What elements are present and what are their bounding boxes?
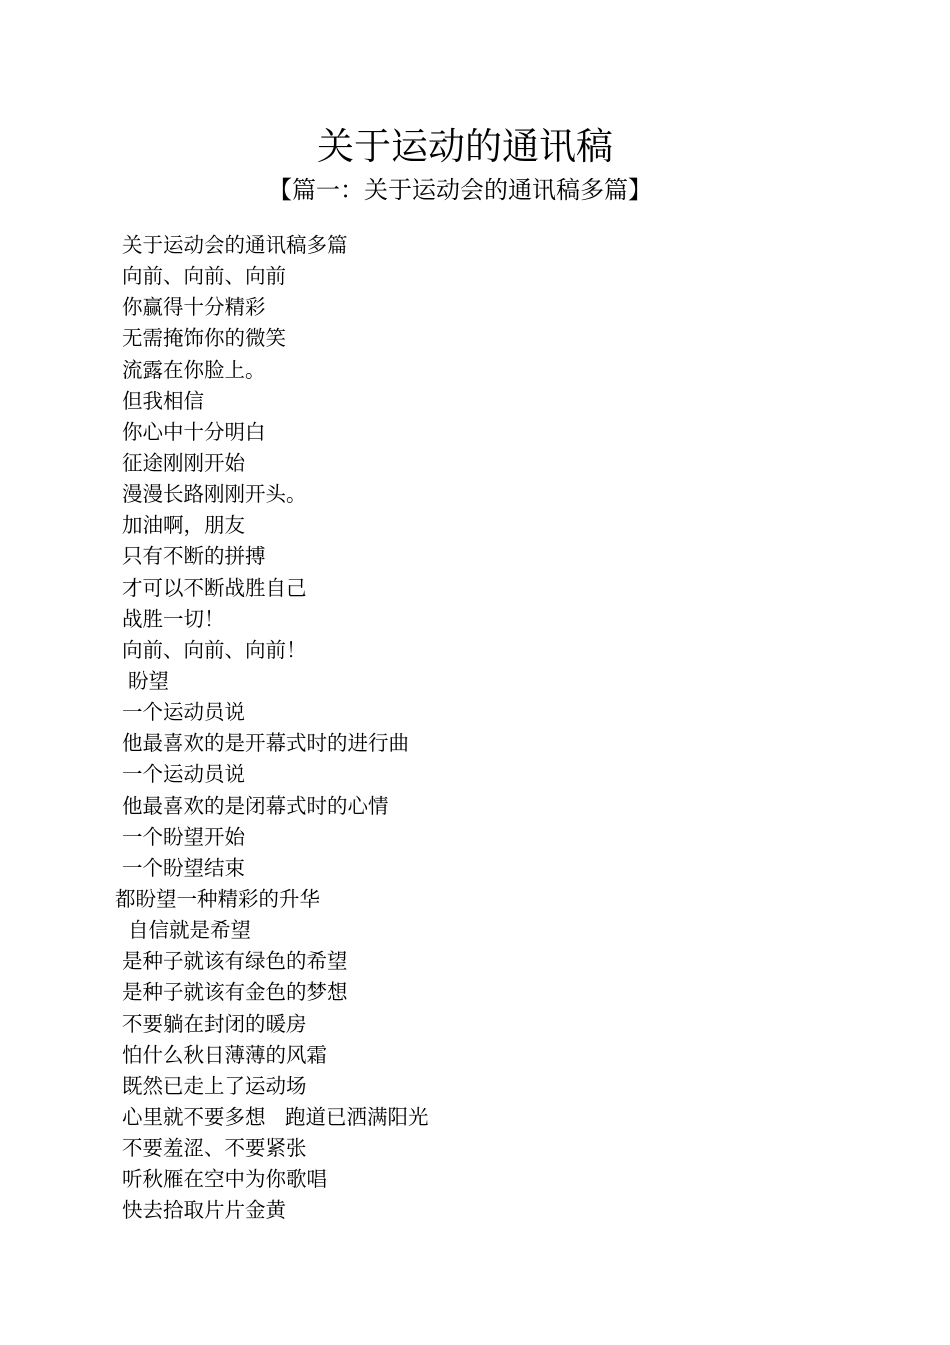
- poem-line: 漫漫长路刚刚开头。: [122, 482, 307, 507]
- poem-line: 征途刚刚开始: [122, 450, 245, 475]
- poem-line: 你赢得十分精彩: [122, 295, 266, 320]
- poem-line: 向前、向前、向前！: [122, 637, 307, 662]
- poem-line: 一个运动员说: [122, 762, 245, 787]
- poem-line: 向前、向前、向前: [122, 264, 286, 289]
- poem-line: 盼望: [128, 668, 169, 693]
- poem-line: 听秋雁在空中为你歌唱: [122, 1167, 327, 1192]
- poem-line: 一个运动员说: [122, 700, 245, 725]
- poem-line: 快去拾取片片金黄: [122, 1198, 286, 1223]
- poem-line: 是种子就该有绿色的希望: [122, 949, 348, 974]
- poem-line: 但我相信: [122, 388, 204, 413]
- poem-line: 关于运动会的通讯稿多篇: [122, 233, 348, 257]
- poem-line: 他最喜欢的是开幕式时的进行曲: [122, 731, 409, 756]
- poem-line: 不要羞涩、不要紧张: [122, 1136, 307, 1161]
- poem-line: 都盼望一种精彩的升华: [115, 886, 320, 911]
- poem-line: 加油啊，朋友: [122, 513, 245, 538]
- poem-line: 他最喜欢的是闭幕式时的心情: [122, 793, 389, 818]
- poem-line: 才可以不断战胜自己: [122, 575, 307, 600]
- poem-line: 怕什么秋日薄薄的风霜: [122, 1042, 327, 1067]
- poem-line: 心里就不要多想 跑道已洒满阳光: [122, 1104, 429, 1129]
- document-title: 关于运动的通讯稿: [317, 125, 613, 168]
- poem-line: 一个盼望结束: [122, 855, 245, 880]
- poem-line: 一个盼望开始: [122, 824, 245, 849]
- poem-line: 既然已走上了运动场: [122, 1073, 307, 1098]
- poem-line: 流露在你脸上。: [122, 357, 266, 382]
- poem-line: 不要躺在封闭的暖房: [122, 1011, 307, 1036]
- poem-line: 自信就是希望: [128, 918, 251, 943]
- poem-body: [115, 230, 429, 1227]
- poem-line: 只有不断的拼搏: [122, 544, 266, 569]
- poem-line: 战胜一切！: [122, 606, 225, 631]
- poem-line: 是种子就该有金色的梦想: [122, 980, 348, 1005]
- section-heading: 【篇一：关于运动会的通讯稿多篇】: [268, 176, 652, 204]
- poem-line: 你心中十分明白: [122, 419, 266, 444]
- poem-line: 无需掩饰你的微笑: [122, 326, 286, 351]
